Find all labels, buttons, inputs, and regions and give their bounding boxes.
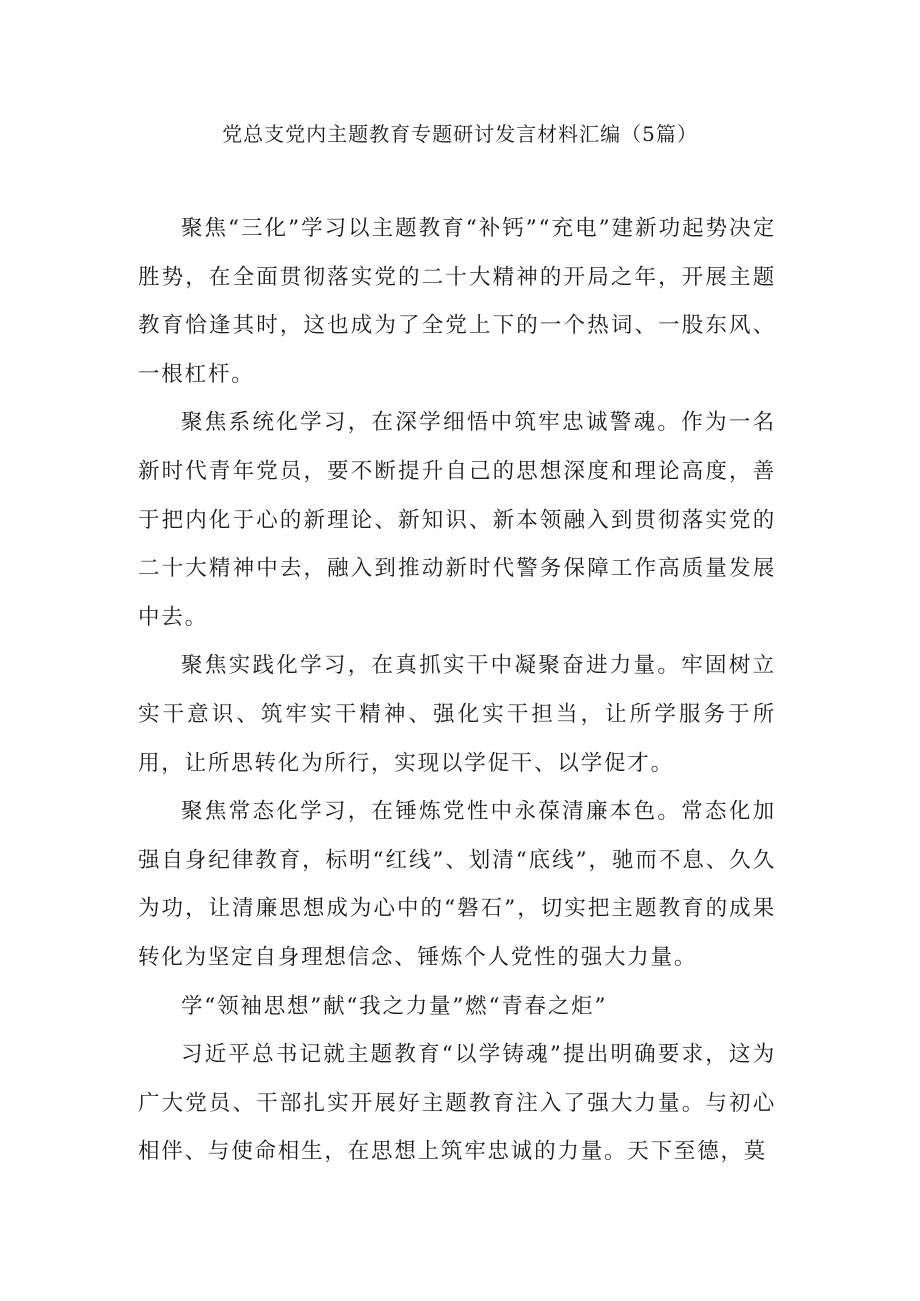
paragraph-practical-study: 聚焦实践化学习，在真抓实干中凝聚奋进力量。牢固树立实干意识、筑牢实干精神、强化实干担当，让所学服务于所用，让所思转化为所行，实现以学促干、以学促才。 xyxy=(138,653,776,776)
paragraph-section-body: 习近平总书记就主题教育“以学铸魂”提出明确要求，这为广大党员、干部扎实开展好主题教育注入了强大力量。与初心相伴、与使命相生，在思想上筑牢忠诚的力量。天下至德，莫 xyxy=(138,1042,776,1165)
document-body xyxy=(138,205,776,1177)
paragraph-regular-study: 聚焦常态化学习，在锤炼党性中永葆清廉本色。常态化加强自身纪律教育，标明“红线”、划清“底线”，驰而不息、久久为功，让清廉思想成为心中的“磐石”，切实把主题教育的成果转化为坚定自身理想信念、锤炼个人党性的强大力量。 xyxy=(138,799,776,970)
section-heading: 学“领袖思想”献“我之力量”燃“青春之炬” xyxy=(181,993,608,1019)
document-title: 党总支党内主题教育专题研讨发言材料汇编（5篇） xyxy=(222,122,698,146)
paragraph-systematic-study: 聚焦系统化学习，在深学细悟中筑牢忠诚警魂。作为一名新时代青年党员，要不断提升自己的思想深度和理论高度，善于把内化于心的新理论、新知识、新本领融入到贯彻落实党的二十大精神中去，融入到推动新时代警务保障工作高质量发展中去。 xyxy=(138,410,776,630)
paragraph-intro: 聚焦“三化”学习以主题教育“补钙”“充电”建新功起势决定胜势，在全面贯彻落实党的二十大精神的开局之年，开展主题教育恰逢其时，这也成为了全党上下的一个热词、一股东风、一根杠杆。 xyxy=(138,216,776,387)
